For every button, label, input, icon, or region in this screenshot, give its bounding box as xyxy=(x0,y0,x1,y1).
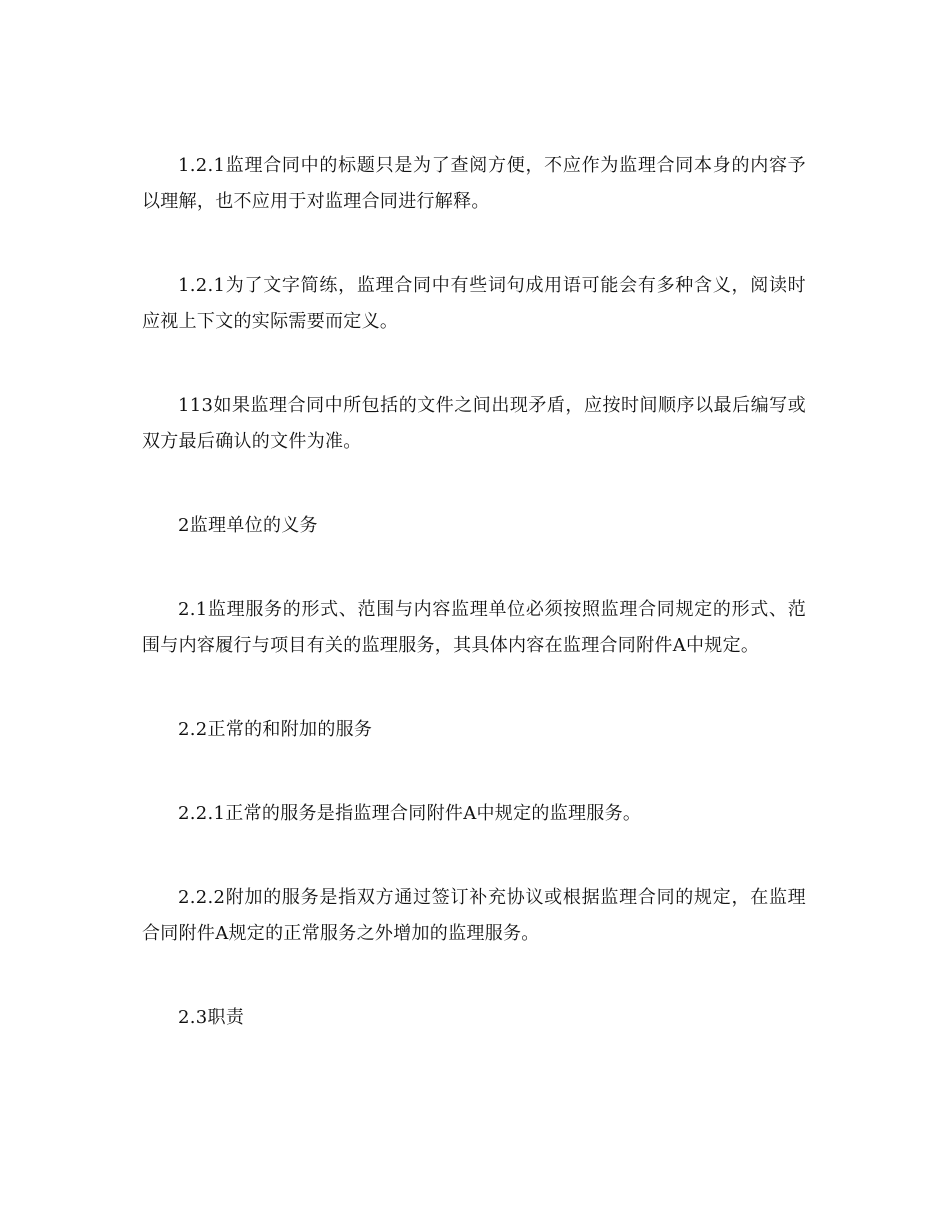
heading-2-3-duties: 2.3职责 xyxy=(178,1007,245,1028)
paragraph-2-2-2-additional-service: 2.2.2附加的服务是指双方通过签订补充协议或根据监理合同的规定，在监理合同附件A规定的正常服务之外增加的监理服务。 xyxy=(142,887,806,944)
heading-2-2-normal-additional-services: 2.2正常的和附加的服务 xyxy=(178,719,373,740)
paragraph-2-2-1-normal-service: 2.2.1正常的服务是指监理合同附件A中规定的监理服务。 xyxy=(178,803,642,824)
heading-2-supervisor-obligations: 2监理单位的义务 xyxy=(178,515,318,536)
paragraph-1-2-1-wording: 1.2.1为了文字简练，监理合同中有些词句成用语可能会有多种含义，阅读时应视上下文的实际需要而定义。 xyxy=(142,275,806,332)
paragraph-113-conflicts: 113如果监理合同中所包括的文件之间出现矛盾，应按时间顺序以最后编写或双方最后确认的文件为准。 xyxy=(142,395,806,452)
paragraph-2-1-service-scope: 2.1监理服务的形式、范围与内容监理单位必须按照监理合同规定的形式、范围与内容履行与项目有关的监理服务，其具体内容在监理合同附件A中规定。 xyxy=(142,599,806,656)
paragraph-1-2-1-titles: 1.2.1监理合同中的标题只是为了查阅方便，不应作为监理合同本身的内容予以理解，也不应用于对监理合同进行解释。 xyxy=(142,155,806,212)
document-body xyxy=(142,148,806,1084)
